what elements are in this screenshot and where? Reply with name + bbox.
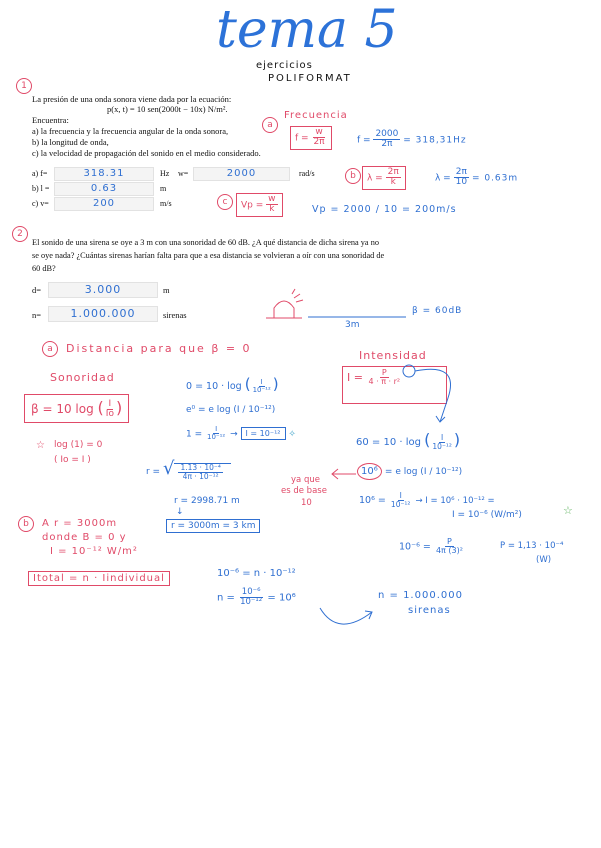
lambda-calc-den: 10 [455, 177, 468, 188]
lambda-formula-lhs: λ = [367, 173, 383, 184]
step1-num: I [260, 377, 263, 386]
i6-circle: 10⁶ [357, 463, 382, 480]
p-result-1: P = 1,13 · 10⁻⁴ [500, 541, 564, 551]
l-label: b) l = [32, 184, 50, 193]
star-green-icon: ☆ [563, 504, 573, 517]
i60-eq: 60 = 10 · log ( $\frac{I}{\text{10⁻¹²}}$ ) [356, 430, 461, 451]
ex1-encuentra: Encuentra: [32, 115, 69, 125]
intensidad-title: Intensidad [359, 349, 427, 362]
f-unit: Hz [160, 169, 170, 178]
step3-num: I [215, 425, 218, 433]
page-subtitle-2: POLIFORMAT [268, 73, 352, 84]
p-result-2: (W) [536, 555, 552, 565]
ya-que-2: es de base [281, 486, 327, 496]
v-label: c) v= [32, 199, 49, 208]
i8-eq: I = 10⁻⁶ (W/m²) [452, 510, 522, 520]
i6-eq [357, 466, 462, 477]
step1: 0 = 10 · log ( $\frac{I}{\text{10⁻¹²}}$ ) [186, 375, 279, 394]
ex2-prompt-2: se oye nada? ¿Cuántas sirenas harían falta para que a esa distancia se volvieran a oír con una sonoridad de [32, 251, 385, 260]
n-step-2 [217, 588, 296, 607]
step1-den: 10⁻¹² [252, 386, 271, 394]
curved-arrow-icon [400, 362, 470, 432]
page-title: tema 5 [216, 0, 398, 60]
arrow-down-icon: ↓ [176, 507, 184, 517]
p-eq [399, 538, 465, 556]
step2: e⁰ = e log (I / 10⁻¹²) [186, 405, 276, 415]
i60-num: I [441, 432, 444, 442]
r-formula-num: 1.13 · 10⁻⁴ [180, 462, 221, 472]
f-calc [357, 130, 467, 150]
beta-formula: β = 10 log ( $\frac{I}{Io}$ ) [24, 394, 129, 423]
step3: 1 = $\frac{I}{\text{10⁻¹²}}$ → I = 10⁻¹² ✧ [186, 425, 296, 442]
n-label: n= [32, 310, 42, 320]
f-calc-result: = 318,31Hz [403, 135, 467, 146]
curved-arrow-2-icon [318, 604, 378, 632]
r-formula: r = √ $\frac{\text{1.13 · 10⁻⁴}}{\text{4π · 10⁻¹²}}$ [146, 458, 231, 480]
r-value: r = 2998.71 m [174, 496, 240, 506]
ya-que-3: 10 [301, 498, 312, 508]
n-step-2-lhs: n = [217, 592, 235, 604]
ex1-question-c: c) la velocidad de propagación del sonido en el medio considerado. [32, 148, 261, 158]
d-unit: m [163, 285, 170, 295]
i7-result: → I = 10⁶ · 10⁻¹² = [415, 495, 495, 506]
w-input[interactable]: 2000 [193, 167, 290, 181]
beta-formula-num: I [108, 398, 112, 409]
f-calc-den: 2π [381, 139, 393, 150]
intensity-formula-den: 4 · π · r² [368, 377, 401, 387]
r-formula-den: 4π · 10⁻¹² [182, 471, 219, 481]
p-den: 4π (3)² [435, 546, 463, 556]
r-formula-lhs: r = [146, 467, 161, 477]
f-formula-num: w [315, 127, 323, 137]
ex2-prompt-3: 60 dB? [32, 264, 56, 273]
p-num: P [447, 537, 452, 546]
i60-den: 10⁻¹² [432, 441, 452, 451]
ex1-question-a: a) la frecuencia y la frecuencia angular de la onda sonora, [32, 126, 229, 136]
lambda-calc-result: = 0.63m [471, 173, 519, 184]
lambda-calc [435, 168, 518, 188]
beta-formula-den: Io [105, 409, 114, 419]
exercise-1-number: 1 [16, 78, 32, 94]
vp-calc: Vp = 2000 / 10 = 200m/s [312, 204, 457, 215]
sonoridad-title: Sonoridad [50, 371, 115, 384]
r-result-box: r = 3000m = 3 km [166, 519, 260, 533]
lambda-formula-num: 2π [387, 167, 399, 177]
n-input[interactable]: 1.000.000 [48, 306, 158, 322]
intensity-formula-num: P [381, 368, 387, 377]
n-unit: sirenas [163, 310, 187, 320]
lambda-formula [362, 166, 406, 190]
intensity-formula-lhs: I = [347, 370, 363, 384]
f-input[interactable]: 318.31 [54, 167, 154, 181]
notes-a-mark: a [42, 341, 58, 357]
arrow-left-icon [330, 468, 358, 480]
f-formula [290, 126, 332, 150]
n-step-1: 10⁻⁶ = n · 10⁻¹² [217, 568, 296, 579]
i7-num: I [399, 491, 402, 500]
i6-rhs: = e log (I / 10⁻¹²) [384, 467, 463, 477]
beta-note: β = 60dB [412, 306, 463, 316]
f-formula-lhs: f = [295, 133, 309, 144]
p-lhs: 10⁻⁶ = [399, 541, 431, 553]
f-label: a) f= [32, 169, 48, 178]
i7-eq [359, 492, 495, 509]
n-step-2-result: = 10⁶ [267, 592, 296, 604]
final-result-2: sirenas [408, 605, 451, 616]
ex2-prompt-1: El sonido de una sirena se oye a 3 m con una sonoridad de 60 dB. ¿A qué distancia de dicha sirena ya no [32, 238, 379, 247]
f-calc-lhs: f = [357, 135, 371, 146]
exercise-2-number: 2 [12, 226, 28, 242]
note-b-mark: b [345, 168, 361, 184]
v-unit: m/s [160, 199, 172, 208]
i7-den: 10⁻¹² [390, 499, 411, 509]
f-calc-num: 2000 [375, 129, 399, 139]
i60-lhs: 60 = 10 · log [356, 437, 421, 448]
ex1-equation: p(x, t) = 10 sen(2000t − 10x) N/m². [107, 104, 228, 114]
sparkle-icon: ✧ [288, 429, 296, 440]
step3-lhs: 1 = [186, 429, 203, 440]
d-label: d= [32, 285, 42, 295]
page-subtitle: ejercicios [256, 60, 313, 71]
siren-icon [274, 301, 294, 318]
ex1-question-b: b) la longitud de onda, [32, 137, 109, 147]
lambda-calc-num: 2π [455, 167, 467, 177]
d-input[interactable]: 3.000 [48, 282, 158, 298]
notes-a-title: Distancia para que β = 0 [66, 342, 252, 355]
b-line-3: I = 10⁻¹² W/m² [50, 546, 138, 557]
star-icon: ☆ [36, 440, 45, 451]
vp-formula-den: k [269, 204, 275, 215]
i7-lhs: 10⁶ = [359, 494, 386, 506]
log-note-1: log (1) = 0 [54, 440, 103, 450]
step1-lhs: 0 = 10 · log [186, 381, 242, 392]
note-a-mark: a [262, 117, 278, 133]
b-line-2: donde B = 0 y [42, 532, 127, 543]
n-step-2-den: 10⁻¹² [240, 596, 263, 607]
v-input[interactable]: 200 [54, 197, 154, 211]
ya-que-1: ya que [291, 475, 320, 485]
vp-formula [236, 193, 283, 217]
siren-sketch [266, 288, 411, 328]
n-step-2-num: 10⁻⁶ [241, 587, 261, 597]
notes-b-mark: b [18, 516, 34, 532]
vp-formula-num: w [268, 194, 276, 204]
itotal-formula: Itotal = n · Iindividual [28, 571, 170, 586]
b-line-1: A r = 3000m [42, 518, 118, 529]
w-unit: rad/s [299, 169, 315, 178]
l-input[interactable]: 0.63 [54, 182, 154, 196]
note-c-mark: c [217, 194, 233, 210]
beta-formula-lhs: β = 10 log [31, 402, 94, 416]
f-formula-den: 2π [313, 137, 325, 148]
frecuencia-title: Frecuencia [284, 110, 348, 121]
step3-result: I = 10⁻¹² [241, 427, 286, 440]
log-note-2: ( Io = I ) [54, 455, 91, 465]
ex1-prompt: La presión de una onda sonora viene dada por la ecuación: [32, 94, 232, 104]
step3-den: 10⁻¹² [207, 433, 226, 442]
distance-note: 3m [345, 320, 360, 330]
final-result-1: n = 1.000.000 [378, 590, 463, 601]
l-unit: m [160, 184, 167, 193]
lambda-formula-den: k [390, 177, 396, 188]
lambda-calc-lhs: λ = [435, 173, 451, 184]
vp-formula-lhs: Vp = [241, 200, 264, 211]
w-label: w= [178, 169, 189, 178]
